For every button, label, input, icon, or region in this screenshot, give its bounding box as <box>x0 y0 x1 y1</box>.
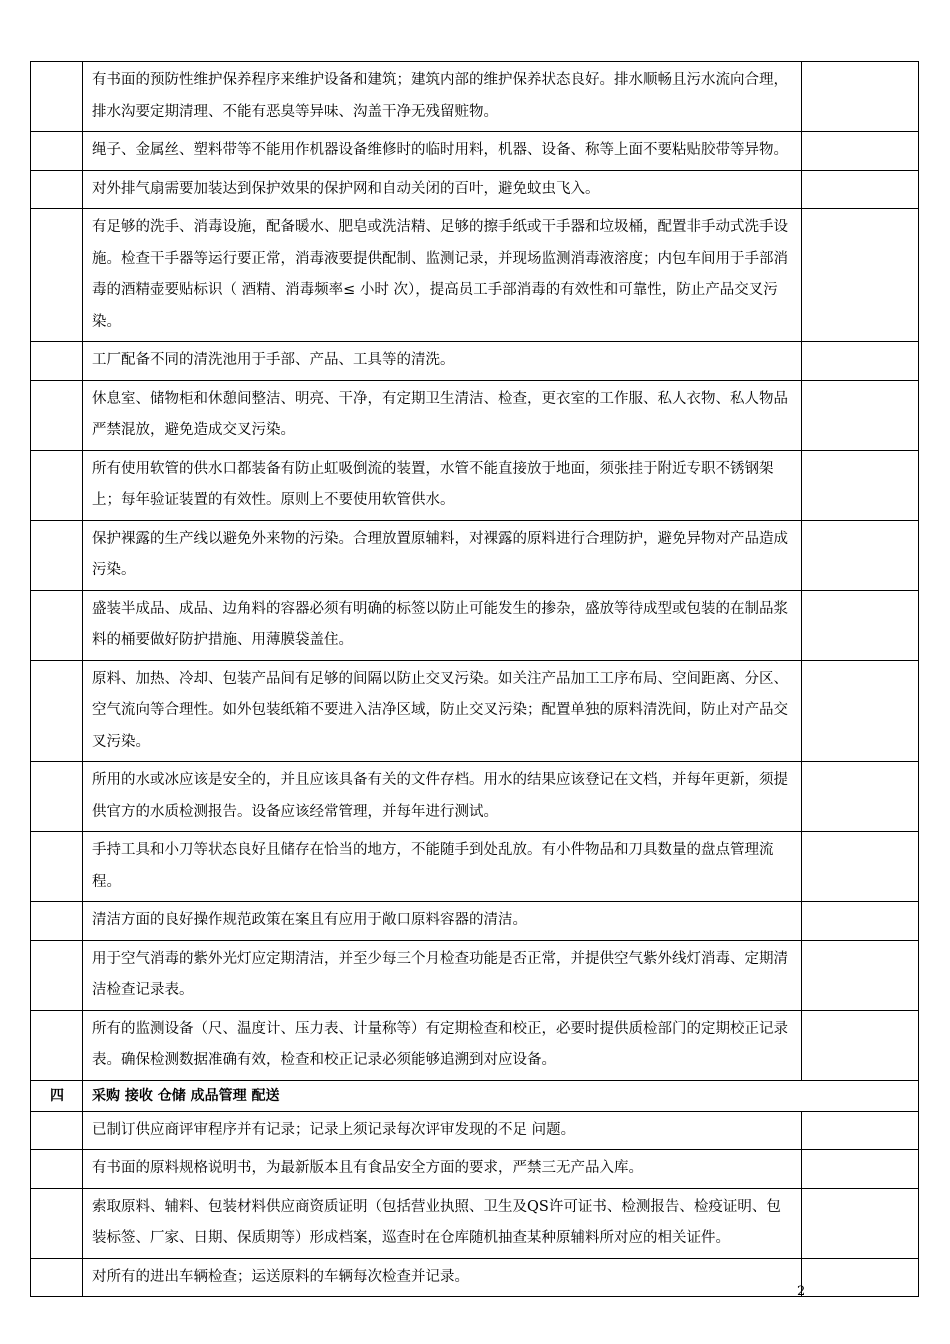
table-row <box>31 62 919 132</box>
item-number-cell <box>31 762 83 832</box>
result-cell <box>802 1188 919 1258</box>
result-cell <box>802 520 919 590</box>
result-cell <box>802 590 919 660</box>
table-row <box>31 1258 919 1297</box>
requirement-text-cell: 对所有的进出车辆检查；运送原料的车辆每次检查并记录。 <box>83 1258 802 1297</box>
result-cell <box>802 450 919 520</box>
requirement-text-cell: 索取原料、辅料、包装材料供应商资质证明（包括营业执照、卫生及QS许可证书、检测报告、检疫证明、包装标签、厂家、日期、保质期等）形成档案，巡查时在仓库随机抽查某种原辅料所对应的相关证件。 <box>83 1188 802 1258</box>
requirement-text-cell: 有书面的预防性维护保养程序来维护设备和建筑；建筑内部的维护保养状态良好。排水顺畅且污水流向合理，排水沟要定期清理、不能有恶臭等异味、沟盖干净无残留赃物。 <box>83 62 802 132</box>
requirement-text-cell: 休息室、储物柜和休憩间整洁、明亮、干净，有定期卫生清洁、检查，更衣室的工作服、私人衣物、私人物品严禁混放，避免造成交叉污染。 <box>83 380 802 450</box>
item-number-cell <box>31 450 83 520</box>
result-cell <box>802 762 919 832</box>
table-row <box>31 940 919 1010</box>
result-cell <box>802 170 919 209</box>
inspection-checklist-table <box>30 61 919 1297</box>
item-number-cell: 四 <box>31 1080 83 1111</box>
table-row <box>31 762 919 832</box>
table-row <box>31 380 919 450</box>
requirement-text-cell: 清洁方面的良好操作规范政策在案且有应用于敞口原料容器的清洁。 <box>83 902 802 941</box>
result-cell <box>802 132 919 171</box>
requirement-text-cell: 已制订供应商评审程序并有记录；记录上须记录每次评审发现的不足 问题。 <box>83 1111 802 1150</box>
requirement-text-cell: 保护裸露的生产线以避免外来物的污染。合理放置原辅料，对裸露的原料进行合理防护，避免异物对产品造成污染。 <box>83 520 802 590</box>
result-cell <box>802 660 919 762</box>
result-cell <box>802 902 919 941</box>
requirement-text-cell: 绳子、金属丝、塑料带等不能用作机器设备维修时的临时用料，机器、设备、称等上面不要粘贴胶带等异物。 <box>83 132 802 171</box>
item-number-cell <box>31 902 83 941</box>
requirement-text-cell: 有书面的原料规格说明书，为最新版本且有食品安全方面的要求，严禁三无产品入库。 <box>83 1150 802 1189</box>
table-row <box>31 520 919 590</box>
item-number-cell <box>31 380 83 450</box>
table-row <box>31 450 919 520</box>
requirement-text-cell: 盛装半成品、成品、边角料的容器必须有明确的标签以防止可能发生的掺杂，盛放等待成型或包装的在制品浆料的桶要做好防护措施、用薄膜袋盖住。 <box>83 590 802 660</box>
item-number-cell <box>31 132 83 171</box>
section-header-row <box>31 1080 919 1111</box>
result-cell <box>802 940 919 1010</box>
item-number-cell <box>31 660 83 762</box>
result-cell <box>802 1010 919 1080</box>
item-number-cell <box>31 832 83 902</box>
table-row <box>31 1188 919 1258</box>
item-number-cell <box>31 170 83 209</box>
table-row <box>31 832 919 902</box>
requirement-text-cell: 手持工具和小刀等状态良好且储存在恰当的地方，不能随手到处乱放。有小件物品和刀具数量的盘点管理流程。 <box>83 832 802 902</box>
result-cell <box>802 1258 919 1297</box>
result-cell <box>802 832 919 902</box>
table-row <box>31 1111 919 1150</box>
requirement-text-cell: 对外排气扇需要加装达到保护效果的保护网和自动关闭的百叶，避免蚊虫飞入。 <box>83 170 802 209</box>
item-number-cell <box>31 1188 83 1258</box>
table-row <box>31 170 919 209</box>
result-cell <box>802 62 919 132</box>
table-row <box>31 1150 919 1189</box>
requirement-text-cell: 有足够的洗手、消毒设施，配备暖水、肥皂或洗洁精、足够的擦手纸或干手器和垃圾桶，配置非手动式洗手设施。检查干手器等运行要正常，消毒液要提供配制、监测记录，并现场监测消毒液溶度；内包车间用于手部消毒的酒精壶要贴标识（ 酒精、消毒频率≤ 小时 次），提高员工手部消毒的有效性和可靠性，防止产品交叉污染。 <box>83 209 802 342</box>
table-row <box>31 209 919 342</box>
item-number-cell <box>31 590 83 660</box>
result-cell <box>802 380 919 450</box>
item-number-cell <box>31 209 83 342</box>
table-row <box>31 132 919 171</box>
requirement-text-cell: 所有的监测设备（尺、温度计、压力表、计量称等）有定期检查和校正，必要时提供质检部门的定期校正记录表。确保检测数据准确有效，检查和校正记录必须能够追溯到对应设备。 <box>83 1010 802 1080</box>
item-number-cell <box>31 342 83 381</box>
result-cell <box>802 342 919 381</box>
requirement-text-cell: 原料、加热、冷却、包装产品间有足够的间隔以防止交叉污染。如关注产品加工工序布局、空间距离、分区、空气流向等合理性。如外包装纸箱不要进入洁净区域，防止交叉污染；配置单独的原料清洗间，防止对产品交叉污染。 <box>83 660 802 762</box>
table-row <box>31 660 919 762</box>
item-number-cell <box>31 1111 83 1150</box>
section-title-cell: 采购 接收 仓储 成品管理 配送 <box>83 1080 919 1111</box>
item-number-cell <box>31 940 83 1010</box>
requirement-text-cell: 所有使用软管的供水口都装备有防止虹吸倒流的装置，水管不能直接放于地面，须张挂于附近专职不锈钢架上；每年验证装置的有效性。原则上不要使用软管供水。 <box>83 450 802 520</box>
requirement-text-cell: 工厂配备不同的清洗池用于手部、产品、工具等的清洗。 <box>83 342 802 381</box>
item-number-cell <box>31 1150 83 1189</box>
item-number-cell <box>31 1258 83 1297</box>
item-number-cell <box>31 62 83 132</box>
requirement-text-cell: 所用的水或冰应该是安全的，并且应该具备有关的文件存档。用水的结果应该登记在文档，并每年更新，须提供官方的水质检测报告。设备应该经常管理，并每年进行测试。 <box>83 762 802 832</box>
requirement-text-cell: 用于空气消毒的紫外光灯应定期清洁，并至少每三个月检查功能是否正常，并提供空气紫外线灯消毒、定期清洁检查记录表。 <box>83 940 802 1010</box>
table-row <box>31 590 919 660</box>
item-number-cell <box>31 520 83 590</box>
result-cell <box>802 1150 919 1189</box>
table-row <box>31 342 919 381</box>
table-row <box>31 1010 919 1080</box>
page-number: 2 <box>797 1284 806 1299</box>
result-cell <box>802 209 919 342</box>
result-cell <box>802 1111 919 1150</box>
item-number-cell <box>31 1010 83 1080</box>
table-row <box>31 902 919 941</box>
